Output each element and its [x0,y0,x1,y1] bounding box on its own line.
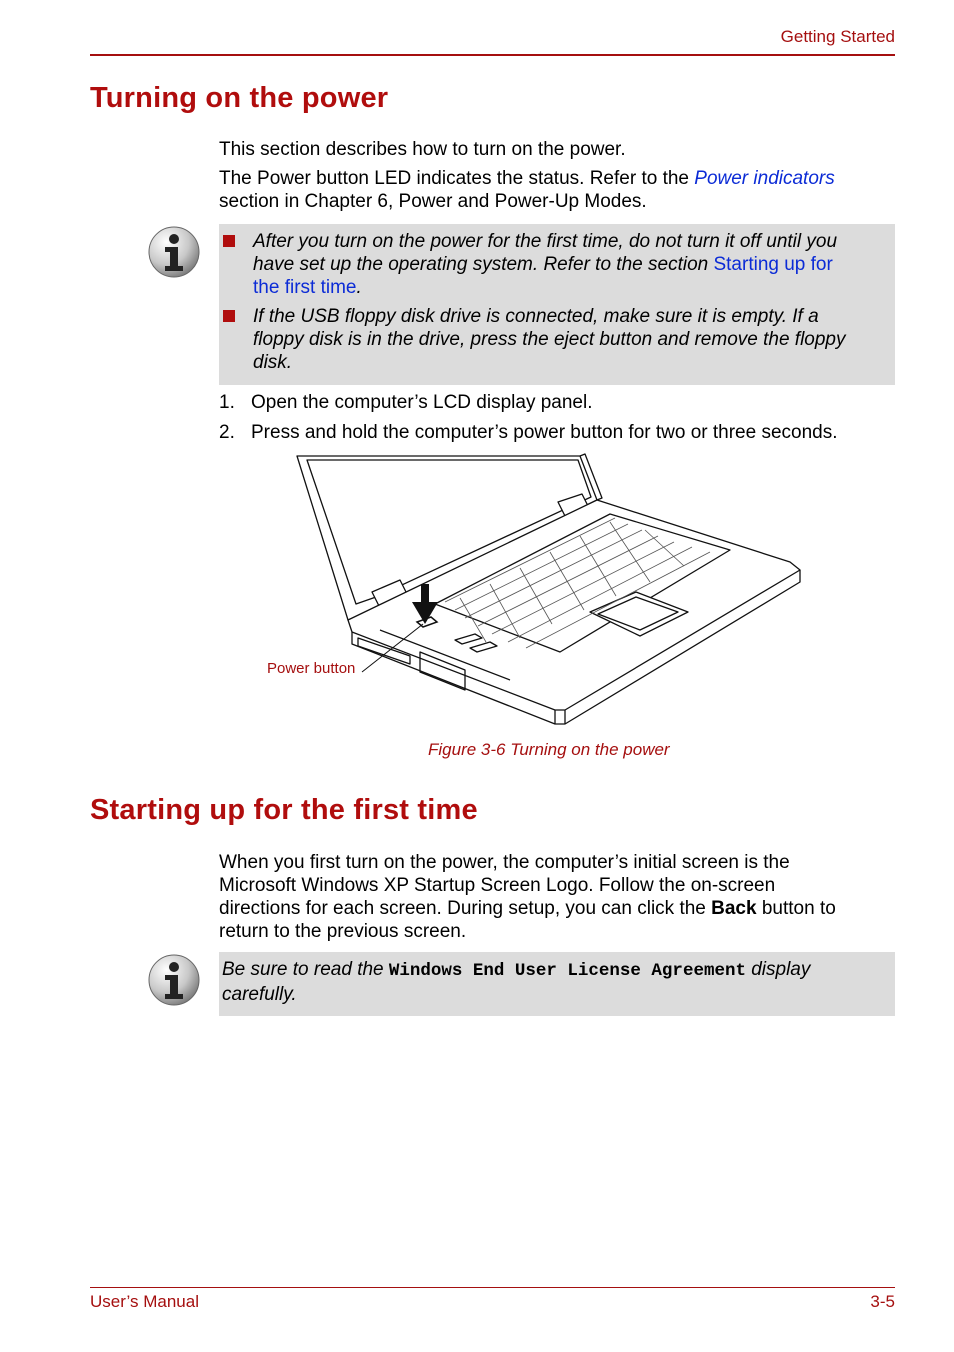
bullet-square-icon [223,235,235,247]
intro-paragraph: This section describes how to turn on the power. [219,139,626,160]
starting-up-link-part2[interactable]: the first time [253,277,357,298]
note-box-license [219,952,895,1016]
note-bullet-2-line3: disk. [253,352,293,373]
status-text-b: section in Chapter 6, Power and Power-Up Modes. [219,191,647,212]
info-icon [148,954,200,1006]
license-note-a: Be sure to read the [222,959,389,980]
status-text-a: The Power button LED indicates the status. Refer to the [219,168,695,189]
startup-line3-b: button to [756,898,836,919]
starting-up-link-part1[interactable]: Starting up for [713,254,833,275]
startup-line1: When you first turn on the power, the computer’s initial screen is the [219,852,790,873]
startup-paragraph [219,851,889,943]
startup-line3-a: directions for each screen. During setup, you can click the [219,898,712,919]
footer-manual-title: User’s Manual [90,1292,199,1311]
back-button-reference: Back [711,898,757,919]
note-box-first-power-on [219,224,895,385]
step-2 [219,421,838,444]
note-bullet-2 [253,305,893,374]
license-note-b: display [745,959,811,980]
power-indicators-link[interactable]: Power indicators [694,168,835,189]
startup-line4: return to the previous screen. [219,921,467,942]
note-bullet-1-line2: have set up the operating system. Refer to the section [253,254,714,275]
section-title-turning-on: Turning on the power [90,82,389,114]
step-1-number: 1. [219,392,235,413]
step-2-text: Press and hold the computer’s power button for two or three seconds. [251,422,838,443]
footer-rule [90,1287,895,1288]
bullet-square-icon [223,310,235,322]
info-icon [148,226,200,278]
note-bullet-1 [253,230,893,299]
license-agreement-code: Windows End User License Agreement [388,961,746,981]
note-bullet-2-line2: floppy disk is in the drive, press the eject button and remove the floppy [253,329,846,350]
note-bullet-1-line1: After you turn on the power for the first time, do not turn it off until you [253,231,838,252]
footer-page-number: 3-5 [870,1292,895,1311]
step-1 [219,391,593,414]
note-bullet-2-line1: If the USB floppy disk drive is connected, make sure it is empty. If a [253,306,819,327]
note-bullet-1-end: . [356,277,362,298]
laptop-illustration [260,452,810,732]
startup-line2: Microsoft Windows XP Startup Screen Logo. Follow the on-screen [219,875,776,896]
figure-callout-power-button: Power button [267,660,356,677]
step-1-text: Open the computer’s LCD display panel. [251,392,593,413]
step-2-number: 2. [219,422,235,443]
figure-caption: Figure 3-6 Turning on the power [428,740,670,759]
header-rule [90,54,895,56]
running-header: Getting Started [780,27,895,46]
license-note-c: carefully. [222,984,297,1005]
section-title-starting-up: Starting up for the first time [90,794,478,826]
status-paragraph [219,167,889,213]
license-note-text [222,958,892,1006]
